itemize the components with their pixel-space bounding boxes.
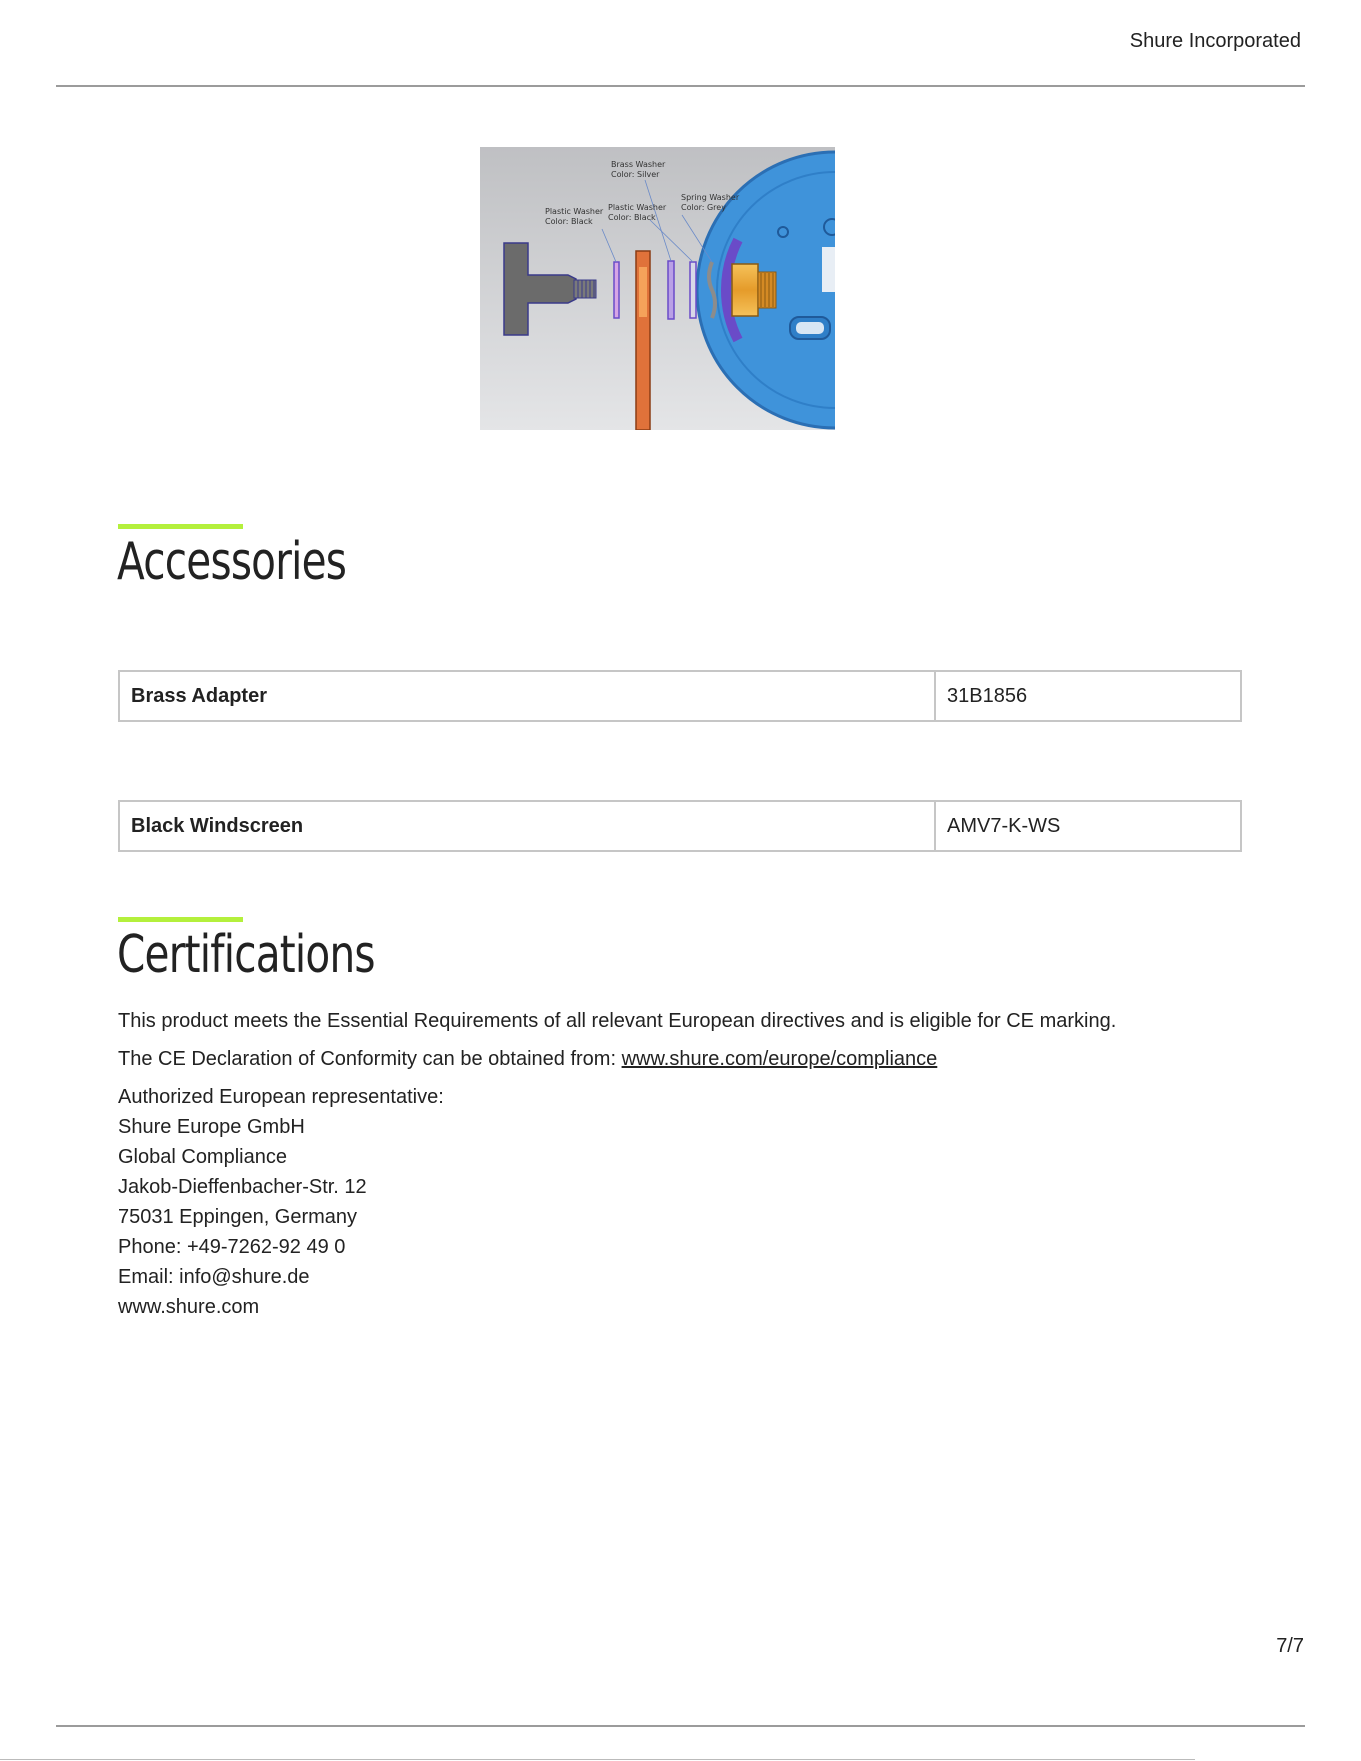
accessories-accent-bar	[118, 524, 243, 529]
page-number: 7/7	[1276, 1635, 1304, 1657]
header-company-name: Shure Incorporated	[1129, 30, 1301, 52]
ce-declaration-prefix: The CE Declaration of Conformity can be obtained from:	[118, 1048, 622, 1070]
page-bottom-edge	[0, 1759, 1195, 1760]
mounting-plate	[636, 251, 650, 430]
ce-marking-statement: This product meets the Essential Requirements of all relevant European directives and is eligible for CE marking.	[118, 1010, 1117, 1032]
header-divider	[56, 85, 1305, 87]
spring-washer-label: Spring Washer	[681, 193, 740, 202]
accessory-table-black-windscreen	[118, 800, 1242, 852]
brass-washer	[668, 261, 674, 319]
table-row	[119, 801, 1241, 851]
plastic-washer-2	[690, 262, 696, 318]
plastic-washer-1-color: Color: Black	[545, 217, 593, 226]
ce-declaration-line	[118, 1044, 937, 1074]
address-line: www.shure.com	[118, 1296, 260, 1318]
address-line: Phone: +49-7262-92 49 0	[118, 1236, 346, 1258]
certifications-heading: Certifications	[117, 925, 375, 985]
accessory-table-brass-adapter	[118, 670, 1242, 722]
address-line: Email: info@shure.de	[118, 1266, 310, 1288]
accessory-part-number: 31B1856	[935, 671, 1241, 721]
address-line: Authorized European representative:	[118, 1086, 444, 1108]
brass-washer-color: Color: Silver	[611, 170, 660, 179]
plastic-washer-2-label: Plastic Washer	[608, 203, 667, 212]
eu-representative-address	[118, 1082, 444, 1322]
plastic-washer-2-color: Color: Black	[608, 213, 656, 222]
spring-washer-color: Color: Grey	[681, 203, 726, 212]
accessory-name: Black Windscreen	[119, 801, 935, 851]
accessory-part-number: AMV7-K-WS	[935, 801, 1241, 851]
compliance-link[interactable]: www.shure.com/europe/compliance	[621, 1048, 938, 1070]
address-line: 75031 Eppingen, Germany	[118, 1206, 358, 1228]
address-line: Shure Europe GmbH	[118, 1116, 305, 1138]
accessory-name: Brass Adapter	[119, 671, 935, 721]
footer-divider	[56, 1725, 1305, 1727]
brass-washer-label: Brass Washer	[611, 160, 666, 169]
table-row	[119, 671, 1241, 721]
mounting-hardware-diagram	[480, 147, 835, 430]
brass-nut	[732, 264, 776, 316]
address-line: Global Compliance	[118, 1146, 287, 1168]
plastic-washer-1-label: Plastic Washer	[545, 207, 604, 216]
plastic-washer-1	[614, 262, 619, 318]
accessories-heading: Accessories	[117, 532, 347, 592]
address-line: Jakob-Dieffenbacher-Str. 12	[118, 1176, 367, 1198]
certifications-accent-bar	[118, 917, 243, 922]
